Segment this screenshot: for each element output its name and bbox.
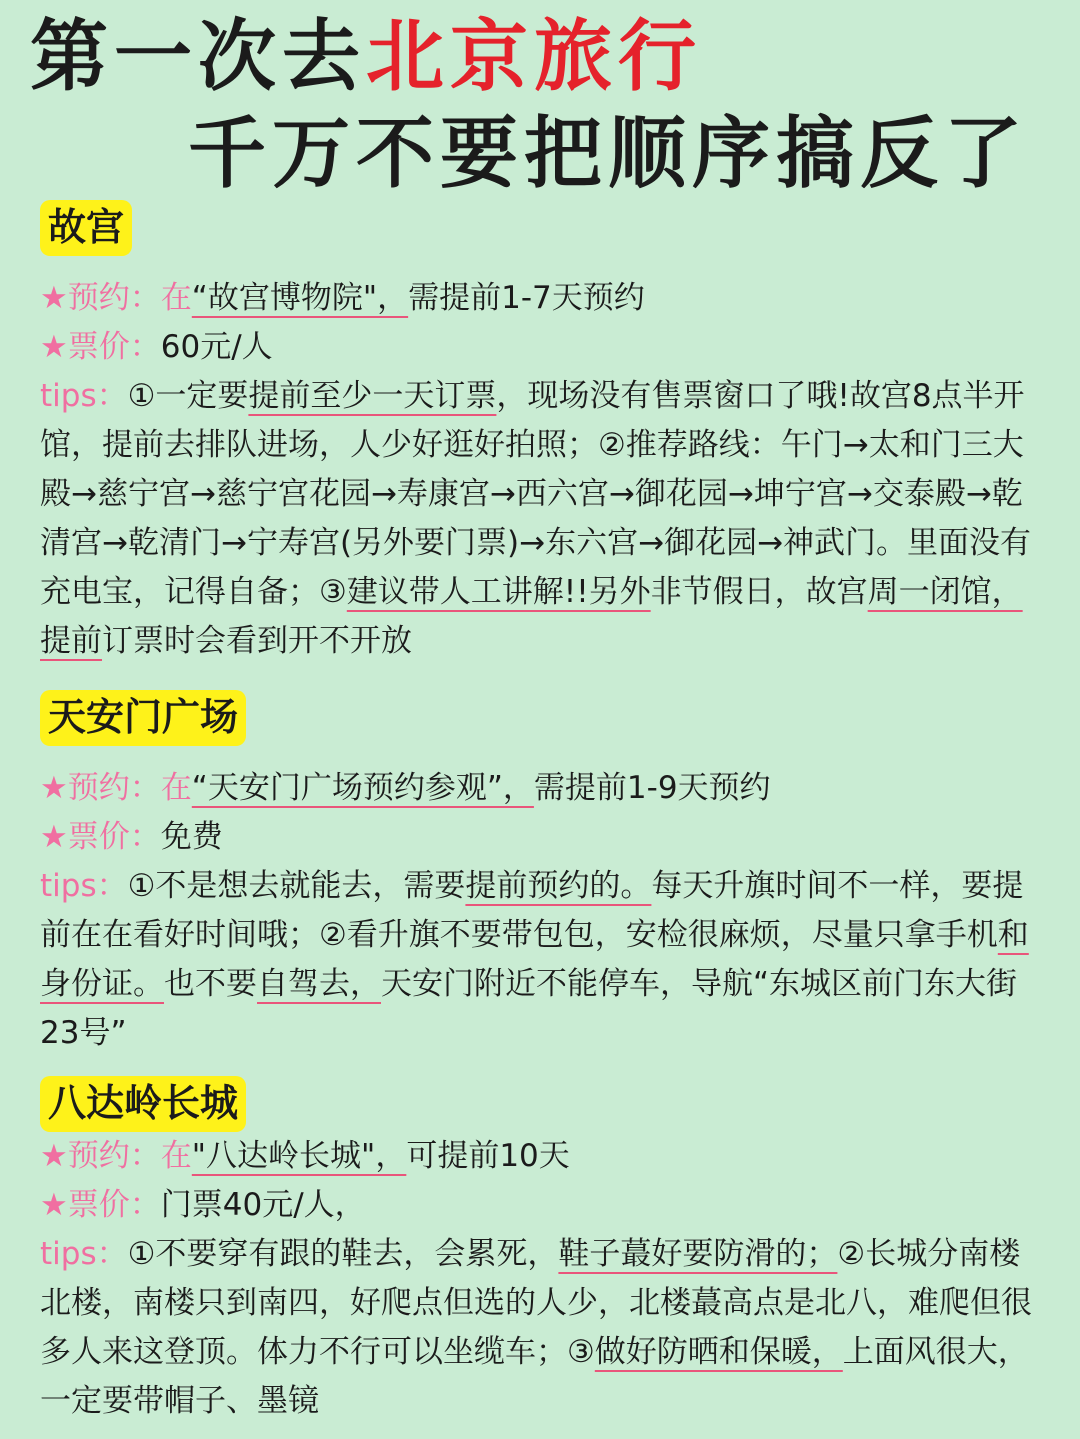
title-part-black: 第一次去 [30, 12, 367, 102]
reserve-prefix: 在 [160, 279, 192, 316]
section-gugong [40, 200, 1050, 666]
tips-paragraph [40, 372, 1050, 666]
tips-highlight: 做好防晒和保暖， [594, 1333, 843, 1370]
section-tag: 八达岭长城 [40, 1076, 246, 1132]
price-label: ★票价： [40, 818, 161, 855]
reserve-text: 可提前10天 [406, 1137, 570, 1174]
section-badaling [40, 1076, 1050, 1426]
reserve-row [40, 1132, 1050, 1181]
tips-text: ，现场没有售票窗口了哦!故宫8点半开馆，提前去排队进场，人少好逛好拍照；②推荐路线：午门→太和门三大殿→慈宁宫→慈宁宫花园→寿康宫→西六宫→御花园→坤宁宫→交泰殿→乾清宫→乾清门→宁寿宫(另外要门票)→东六宫→御花园→神武门。里面没有充电宝，记得自备；③ [40, 377, 1032, 610]
tips-text: 上面风很大，一定要带帽子、墨镜 [40, 1333, 1029, 1419]
price-label: ★票价： [40, 1186, 161, 1223]
tips-text: ①不是想去就能去，需要 [127, 867, 466, 904]
reserve-label: ★预约： [40, 769, 161, 806]
reserve-highlight: “故宫博物院"， [191, 279, 409, 316]
reserve-label: ★预约： [40, 1137, 161, 1174]
price-value: 免费 [160, 818, 223, 855]
section-tiananmen [40, 690, 1050, 1058]
tips-label: tips： [40, 1235, 128, 1272]
tips-text: ①不要穿有跟的鞋去，会累死， [127, 1235, 559, 1272]
tips-paragraph [40, 1230, 1050, 1426]
title-part-red: 北京旅行 [366, 12, 703, 102]
tips-text: 每天升旗时间不一样，要提前在在看好时间哦；②看升旗不要带包包，安检很麻烦，尽量只拿手机 [40, 867, 1024, 953]
tips-text: ①一定要 [127, 377, 249, 414]
tips-highlight: 和身份证。 [40, 916, 1029, 1002]
reserve-prefix: 在 [160, 1137, 192, 1174]
tips-text: 天安门附近不能停车，导航“东城区前门东大街23号” [40, 965, 1018, 1051]
tips-highlight: 鞋子蕞好要防滑的； [558, 1235, 838, 1272]
tips-label: tips： [40, 377, 128, 414]
reserve-row [40, 274, 1050, 323]
reserve-text: 需提前1-7天预约 [408, 279, 645, 316]
tips-highlight: 提前至少一天订票 [248, 377, 497, 414]
tips-highlight: 自驾去， [257, 965, 381, 1002]
tips-highlight: 建议带人工讲解!!另外 [346, 573, 651, 610]
reserve-label: ★预约： [40, 279, 161, 316]
section-tag: 天安门广场 [40, 690, 246, 746]
price-value: 门票40元/人， [160, 1186, 366, 1223]
tips-text: 非节假日，故宫 [650, 573, 868, 610]
reserve-prefix: 在 [160, 769, 192, 806]
tips-highlight: 周一闭馆，提前 [40, 573, 1023, 659]
reserve-highlight: “天安门广场预约参观”， [191, 769, 534, 806]
title-line-1 [30, 12, 703, 102]
tips-text: ②长城分南楼北楼，南楼只到南四，好爬点但选的人少，北楼蕞高点是北八，难爬但很多人来这登顶。体力不行可以坐缆车；③ [40, 1235, 1032, 1370]
price-value: 60元/人 [160, 328, 273, 365]
reserve-highlight: "八达岭长城"， [191, 1137, 407, 1174]
price-row [40, 1181, 1050, 1230]
title-line-2: 千万不要把顺序搞反了 [188, 109, 1029, 199]
tips-label: tips： [40, 867, 128, 904]
price-row [40, 813, 1050, 862]
price-row [40, 323, 1050, 372]
tips-text: 订票时会看到开不开放 [102, 622, 412, 659]
tips-paragraph [40, 862, 1050, 1058]
tips-highlight: 提前预约的。 [465, 867, 652, 904]
section-tag: 故宫 [40, 200, 132, 256]
price-label: ★票价： [40, 328, 161, 365]
reserve-text: 需提前1-9天预约 [533, 769, 771, 806]
reserve-row [40, 764, 1050, 813]
tips-text: 也不要 [164, 965, 257, 1002]
